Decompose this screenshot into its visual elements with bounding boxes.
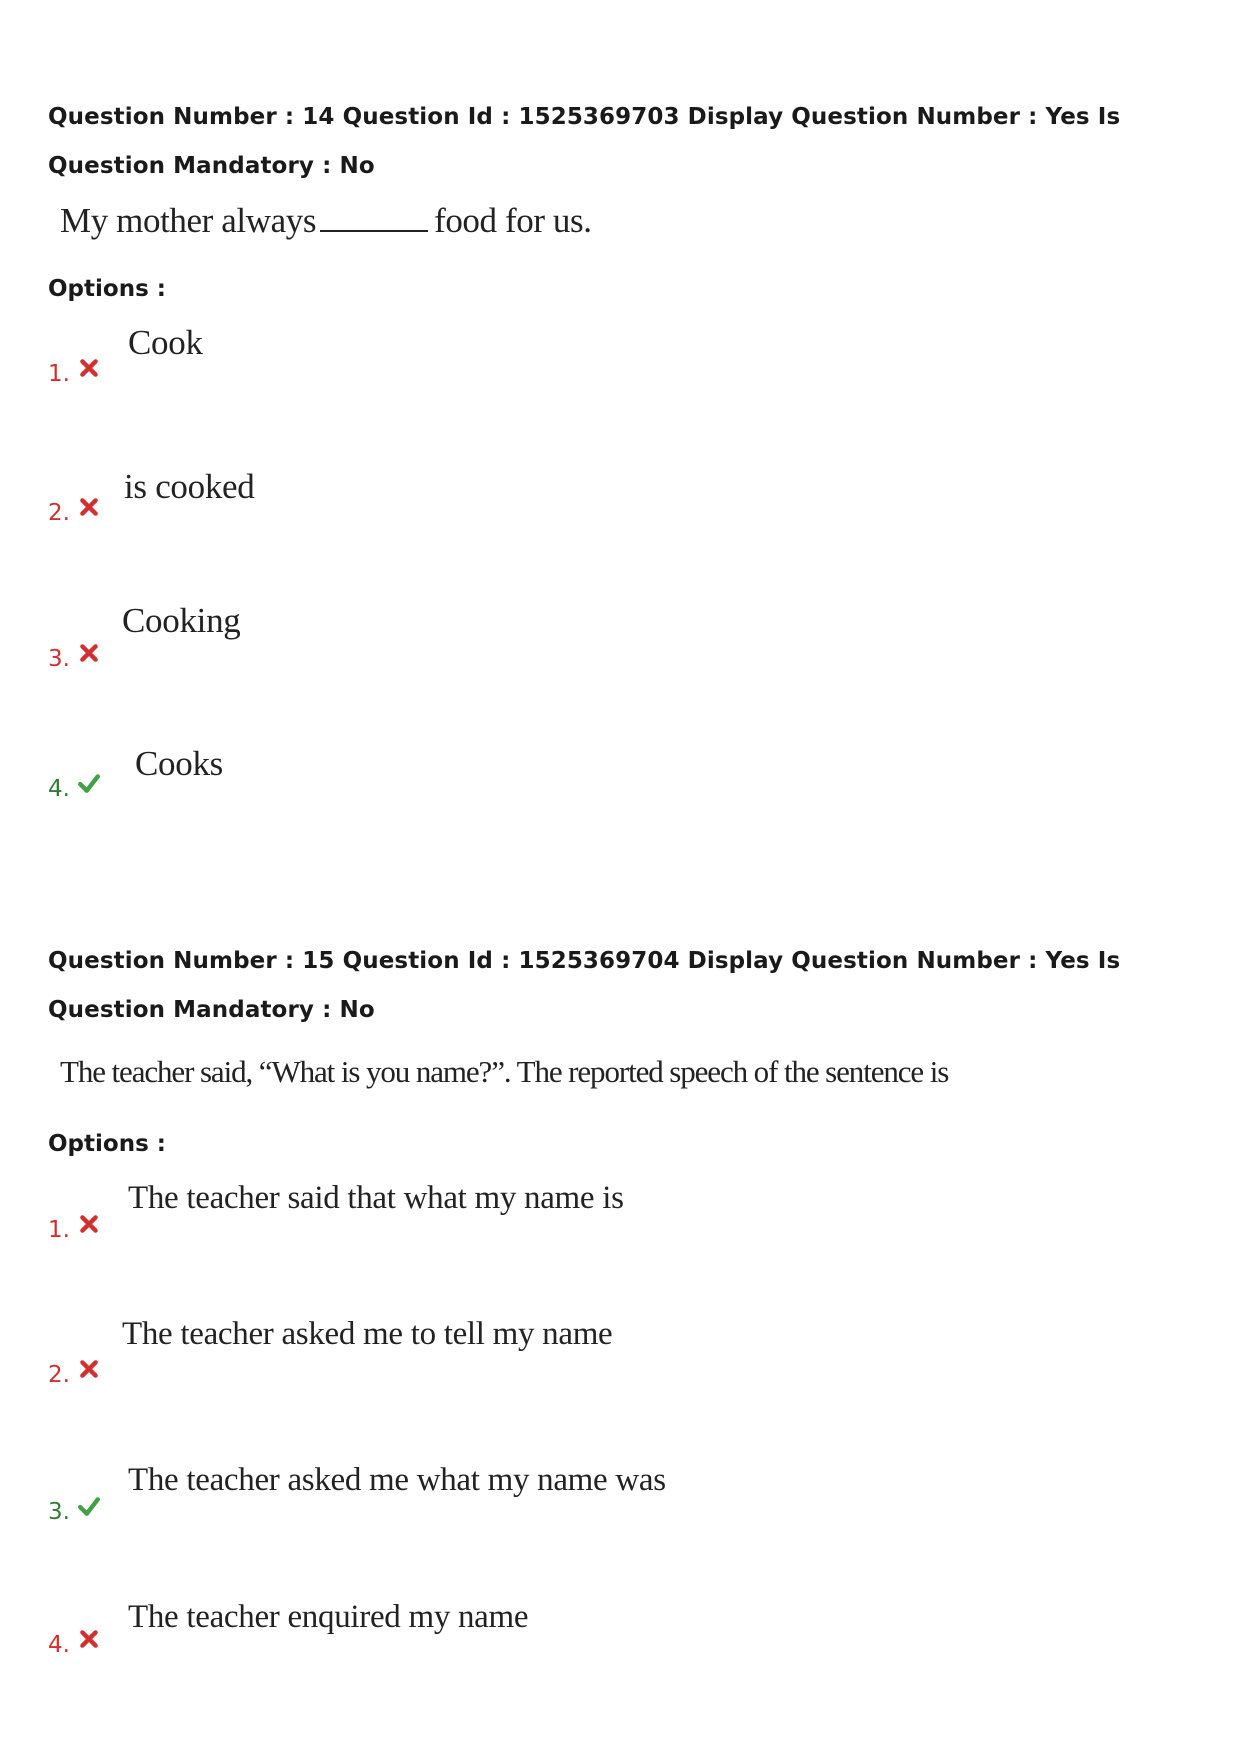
question-text-before: My mother always <box>60 201 317 240</box>
option-number-text: 1. <box>48 1217 70 1243</box>
option-number-text: 2. <box>48 500 70 526</box>
option-number <box>48 1362 100 1388</box>
question-text-after: food for us. <box>434 201 592 240</box>
option-number <box>48 1217 100 1243</box>
option-number <box>48 361 100 387</box>
options-label: Options : <box>48 1131 166 1157</box>
question-header: Question Number : 14 Question Id : 1525369703 Display Question Number : Yes Is Question Mandatory : No <box>48 104 1121 179</box>
option-number <box>48 1499 100 1525</box>
option-text: is cooked <box>124 467 255 506</box>
option-number-text: 1. <box>48 361 70 387</box>
option-number-text: 2. <box>48 1362 70 1388</box>
option-text: The teacher said that what my name is <box>128 1180 624 1216</box>
option-text: Cooks <box>135 744 223 783</box>
option-text: Cooking <box>122 601 241 640</box>
option-text: The teacher enquired my name <box>128 1599 529 1635</box>
fill-blank <box>320 208 428 232</box>
option-number <box>48 1632 100 1658</box>
option-number <box>48 646 100 672</box>
option-text: The teacher asked me to tell my name <box>122 1316 613 1352</box>
question-header: Question Number : 15 Question Id : 1525369704 Display Question Number : Yes Is Question Mandatory : No <box>48 948 1121 1023</box>
cross-icon <box>78 1358 100 1380</box>
option-number-text: 3. <box>48 1499 70 1525</box>
option-number-text: 4. <box>48 776 70 802</box>
cross-icon <box>78 1628 100 1650</box>
check-icon <box>78 772 100 794</box>
cross-icon <box>78 357 100 379</box>
cross-icon <box>78 496 100 518</box>
option-text: The teacher asked me what my name was <box>128 1462 666 1498</box>
option-number-text: 4. <box>48 1632 70 1658</box>
cross-icon <box>78 1213 100 1235</box>
option-number <box>48 776 100 802</box>
options-label: Options : <box>48 276 166 302</box>
cross-icon <box>78 642 100 664</box>
option-number-text: 3. <box>48 646 70 672</box>
question-text: The teacher said, “What is you name?”. The reported speech of the sentence is <box>60 1054 949 1089</box>
option-number <box>48 500 100 526</box>
question-text <box>60 201 592 241</box>
option-text: Cook <box>128 323 203 362</box>
check-icon <box>78 1495 100 1517</box>
